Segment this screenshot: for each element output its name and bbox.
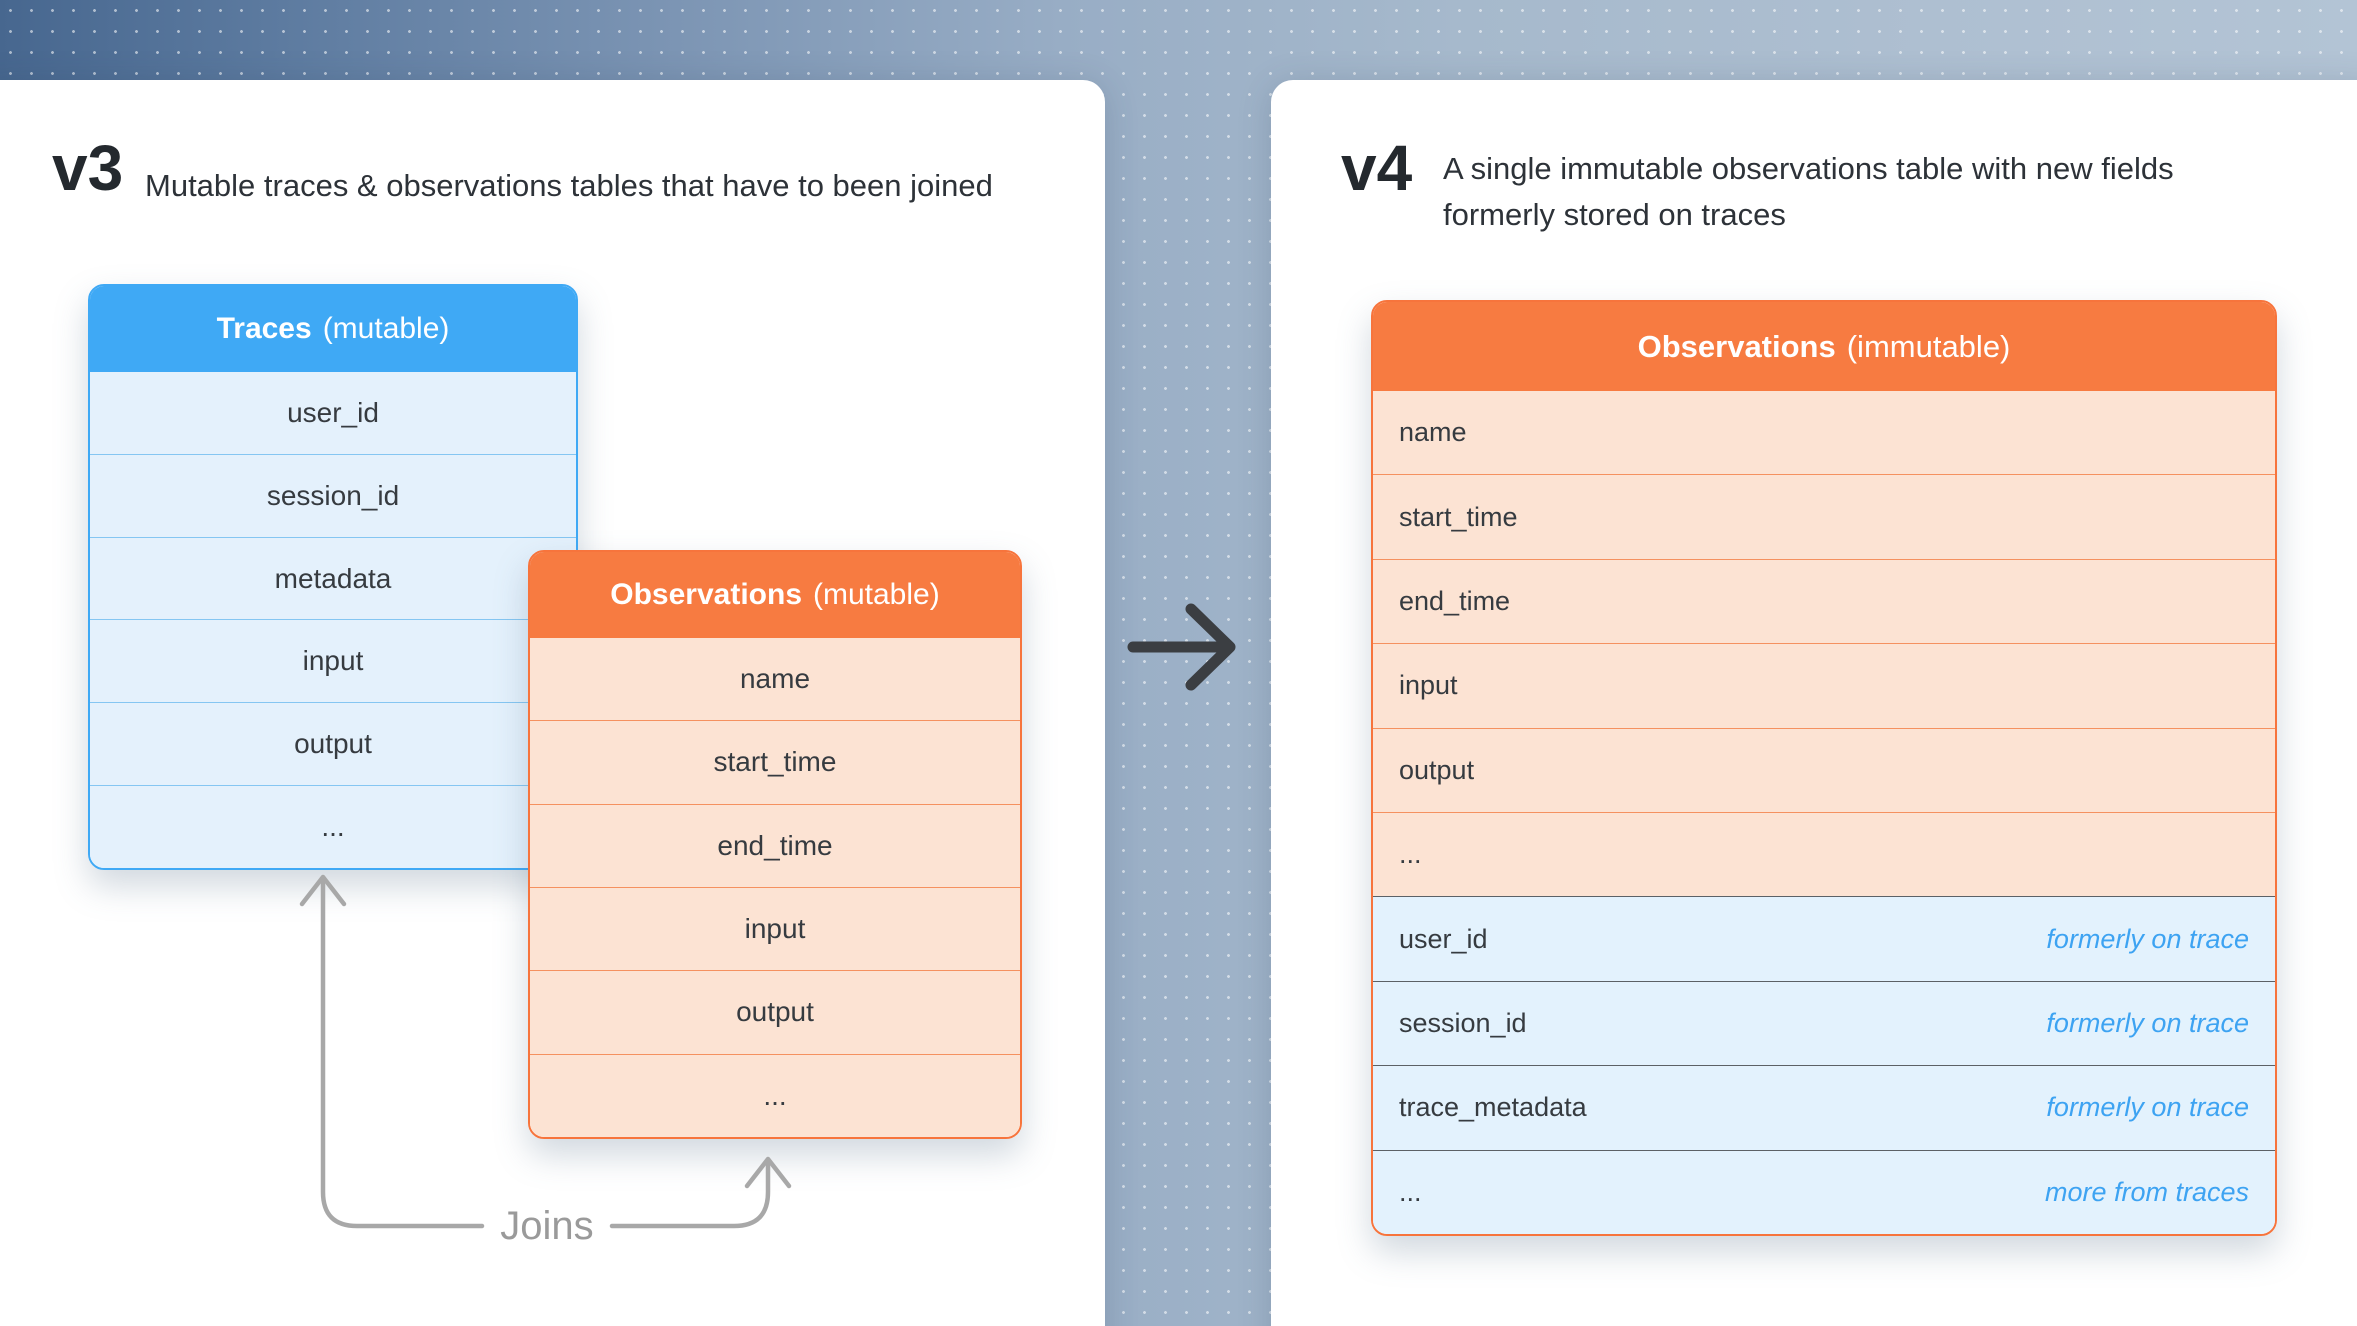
table-row: ... bbox=[90, 785, 576, 868]
table-row bbox=[1373, 981, 2275, 1065]
table-row: ... bbox=[530, 1054, 1020, 1137]
joins-label: Joins bbox=[500, 1204, 594, 1248]
table-row bbox=[1373, 1150, 2275, 1234]
table-row bbox=[1373, 728, 2275, 812]
table-row bbox=[1373, 812, 2275, 896]
observations-immutable-rows bbox=[1373, 391, 2275, 1234]
table-row bbox=[1373, 559, 2275, 643]
traces-table-header bbox=[90, 286, 576, 372]
traces-table-qualifier: (mutable) bbox=[322, 312, 450, 345]
field-label: user_id bbox=[1399, 923, 1488, 954]
table-row bbox=[1373, 643, 2275, 727]
observations-mutable-header bbox=[530, 552, 1020, 638]
field-label: output bbox=[1399, 754, 1475, 785]
v4-title-line2: formerly stored on traces bbox=[1443, 197, 1786, 232]
field-label: session_id bbox=[1399, 1008, 1527, 1039]
table-row: input bbox=[530, 887, 1020, 970]
field-label: name bbox=[1399, 417, 1467, 448]
observations-immutable-header bbox=[1373, 302, 2275, 391]
field-origin-note: more from traces bbox=[2044, 1176, 2249, 1207]
observations-immutable-name: Observations bbox=[1637, 328, 1836, 364]
traces-table-name: Traces bbox=[216, 312, 312, 345]
table-row: session_id bbox=[90, 454, 576, 537]
table-row: output bbox=[530, 970, 1020, 1053]
observations-mutable-name: Observations bbox=[610, 578, 802, 611]
table-row bbox=[1373, 474, 2275, 558]
observations-mutable-qualifier: (mutable) bbox=[813, 578, 940, 611]
observations-immutable-qualifier: (immutable) bbox=[1846, 328, 2011, 364]
table-row: output bbox=[90, 702, 576, 785]
observations-mutable-rows bbox=[530, 638, 1020, 1137]
table-row bbox=[1373, 896, 2275, 980]
table-row: metadata bbox=[90, 537, 576, 620]
traces-table-rows bbox=[90, 372, 576, 868]
observations-immutable-table bbox=[1371, 300, 2277, 1236]
table-row: start_time bbox=[530, 720, 1020, 803]
table-row: input bbox=[90, 619, 576, 702]
field-label: ... bbox=[1399, 1176, 1422, 1207]
observations-mutable-table bbox=[528, 550, 1022, 1139]
table-row: user_id bbox=[90, 372, 576, 454]
table-row bbox=[1373, 1065, 2275, 1149]
v4-version-label: v4 bbox=[1341, 132, 1413, 204]
field-origin-note: formerly on trace bbox=[2046, 1008, 2249, 1039]
field-label: end_time bbox=[1399, 586, 1511, 617]
v3-version-label: v3 bbox=[52, 132, 124, 204]
field-label: input bbox=[1399, 670, 1458, 701]
traces-table bbox=[88, 284, 578, 870]
table-row bbox=[1373, 391, 2275, 474]
table-row: name bbox=[530, 638, 1020, 720]
field-label: ... bbox=[1399, 839, 1422, 870]
field-label: trace_metadata bbox=[1399, 1092, 1587, 1123]
field-label: start_time bbox=[1399, 501, 1518, 532]
v4-title-line1: A single immutable observations table with new fields bbox=[1443, 151, 2174, 186]
field-origin-note: formerly on trace bbox=[2046, 1092, 2249, 1123]
table-row: end_time bbox=[530, 804, 1020, 887]
v4-title bbox=[1443, 146, 2283, 238]
transform-arrow-head-icon bbox=[1191, 609, 1230, 685]
v3-title: Mutable traces & observations tables that have to been joined bbox=[145, 168, 993, 203]
field-origin-note: formerly on trace bbox=[2046, 923, 2249, 954]
